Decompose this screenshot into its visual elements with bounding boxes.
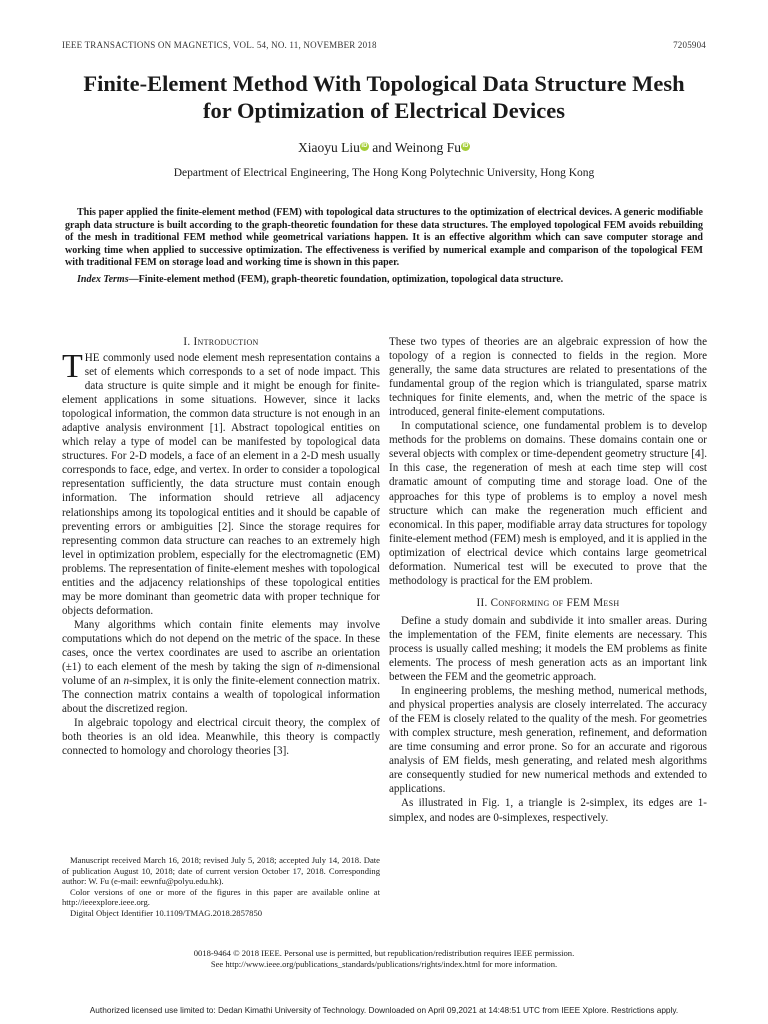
author-1: Xiaoyu Liu xyxy=(298,140,360,155)
section-heading-conforming: II. Conforming of FEM Mesh xyxy=(476,596,620,609)
title-line-1: Finite-Element Method With Topological Data Structure Mesh xyxy=(83,71,685,96)
index-terms-text: —Finite-element method (FEM), graph-theoretic foundation, optimization, topological data structure. xyxy=(128,273,564,285)
orcid-icon[interactable]: iD xyxy=(462,142,469,149)
lead-word: HE xyxy=(84,352,100,364)
mesh-paragraph-1: Define a study domain and subdivide it into smaller areas. During the implementation of the FEM, finite elements are necessary. This process is usually called meshing; it models the EM problems as finite elements. The process of mesh generation acts as an important link between the FEM and the geometric approach. xyxy=(389,614,707,684)
title-line-2: for Optimization of Electrical Devices xyxy=(203,98,565,123)
intro-paragraph-1 xyxy=(62,348,380,618)
author-line xyxy=(0,140,768,156)
footnote-manuscript: Manuscript received March 16, 2018; revised July 5, 2018; accepted July 14, 2018. Date of publication August 10, 2018; date of current version October 17, 2018. Corresponding author: W. Fu (e-mail: eewnfu@polyu.edu.hk). xyxy=(62,855,380,887)
section-heading-introduction: I. Introduction xyxy=(183,336,259,348)
mesh-paragraph-2: In engineering problems, the meshing method, numerical methods, and physical properties analysis are closely interrelated. The accuracy of the FEM is closely related to the quality of the mesh. For geometries with complex structure, mesh generation, refinement, and deformation are time consuming and error prone. So for an accurate and rigorous analysis of EM fields, mesh generating, and related mesh algorithms are consequently studied for new numerical methods and extended to applications. xyxy=(389,685,707,796)
right-column xyxy=(389,335,707,825)
intro-p2-part-b: -dimensional volume of an xyxy=(62,661,380,688)
copyright-notice xyxy=(0,948,768,970)
left-column xyxy=(62,335,380,758)
abstract xyxy=(65,207,703,287)
drop-cap: T xyxy=(62,348,83,385)
journal-citation: IEEE TRANSACTIONS ON MAGNETICS, VOL. 54, NO. 11, NOVEMBER 2018 xyxy=(62,40,377,50)
math-n: n xyxy=(123,675,130,688)
article-number: 7205904 xyxy=(673,40,706,50)
intro-p2-part-a: Many algorithms which contain finite elements may involve computations which do not depend on the metric of the space. In these cases, once the vertex coordinates are used to ascribe an orientation (±1) to each element of the mesh by taking the sign of xyxy=(62,618,380,674)
running-head xyxy=(62,40,706,50)
license-footer: Authorized licensed use limited to: Dedan Kimathi University of Technology. Downloaded on April 09,2021 at 14:48:51 UTC from IEEE Xplore. Restrictions apply. xyxy=(89,1005,679,1015)
intro-p2-part-c: -simplex, it is only the finite-element connection matrix. The connection matrix contains a wealth of topological information about the discretized region. xyxy=(62,675,380,716)
copyright-line-2: See http://www.ieee.org/publications_standards/publications/rights/index.html for more information. xyxy=(210,959,558,969)
footnote xyxy=(62,855,380,919)
affiliation: Department of Electrical Engineering, The Hong Kong Polytechnic University, Hong Kong xyxy=(173,167,595,179)
index-terms xyxy=(65,274,703,287)
math-n: n xyxy=(316,661,323,674)
copyright-line-1: 0018-9464 © 2018 IEEE. Personal use is permitted, but republication/redistribution requires IEEE permission. xyxy=(193,948,575,958)
footnote-doi: Digital Object Identifier 10.1109/TMAG.2018.2857850 xyxy=(70,907,263,918)
intro-paragraph-2 xyxy=(62,618,380,716)
intro-paragraph-3: In algebraic topology and electrical circuit theory, the complex of both theories is an old idea. Meanwhile, this theory is compactly connected to homology and chorology theories [3]. xyxy=(62,717,380,758)
author-joiner: and xyxy=(368,140,395,155)
abstract-text: This paper applied the finite-element method (FEM) with topological data structures to the optimization of electrical devices. A generic modifiable graph data structure is built according to the graph-theoretic foundation for these data structures. The employed topological FEM avoids rebuilding of the mesh in traditional FEM method while geometrical variations happen. It is an effective algorithm which can save computer storage and working time when applied to successive optimization. The effectiveness is verified by numerical example and comparison of the topological FEM with traditional FEM on storage load and working time is shown in this paper. xyxy=(65,207,703,269)
intro-paragraph-4: These two types of theories are an algebraic expression of how the topology of a region is connected to fields in the region. More generally, the same data structures are related to presentations of the fundamental group of the region which is triangulated, sparse matrix techniques for finite elements, and, when the metric of the space is introduced, general finite-element computations. xyxy=(389,336,707,419)
author-2: Weinong Fu xyxy=(394,140,461,155)
orcid-icon[interactable]: iD xyxy=(361,142,368,149)
footnote-color: Color versions of one or more of the figures in this paper are available online at http://ieeexplore.ieee.org. xyxy=(62,886,380,908)
index-terms-label: Index Terms xyxy=(77,273,129,285)
intro-p1-text: commonly used node element mesh representation contains a set of elements which corresponds to a set of node impact. This data structure is quite simple and it might be enough for finite-element applications in some situations. However, since it lacks topological information, the common data structure is not enough in an adaptive analysis environment [1]. Abstract topological entities on which relay a type of model can be manifested by topological data structures. For 2-D models, a face of an element in a 2-D mesh usually corresponds to face, edge, and vertex. In order to consider a topological representation sufficiently, the data structure must contain enough information. The information should retrieve all adjacency relationships among its topological entities and it should be capable of preventing errors or ambiguities [2]. Since the storage requires for representing common data structure can reaches to an extremely high level in optimization problem, especially for the electromagnetic (EM) problems. The representation of finite-element meshes with topological entities and the adjacency relationships of these topological entities may be more dominant than geometric data with proper technique for objects deformation. xyxy=(62,352,380,617)
intro-paragraph-5: In computational science, one fundamental problem is to develop methods for the problems on domains. These domains contain one or several objects with complex or time-dependent geometry structure [4]. In this case, the regeneration of mesh at each time step will cost dramatic amount of computing time and storage load. One of the approaches for this type of problems is to employ a novel mesh structure which can make the regeneration much efficient and economical. In this paper, modifiable array data structures for topology finite-element method (FEM) mesh is employed, and it is applied in the optimization of electrical device which contains large geometrical deformation. Numerical test will be executed to prove that the methodology is practical for the EM problem. xyxy=(389,420,707,587)
mesh-paragraph-3: As illustrated in Fig. 1, a triangle is 2-simplex, its edges are 1-simplex, and nodes are 0-simplexes, respectively. xyxy=(389,797,707,824)
paper-title xyxy=(40,70,728,124)
